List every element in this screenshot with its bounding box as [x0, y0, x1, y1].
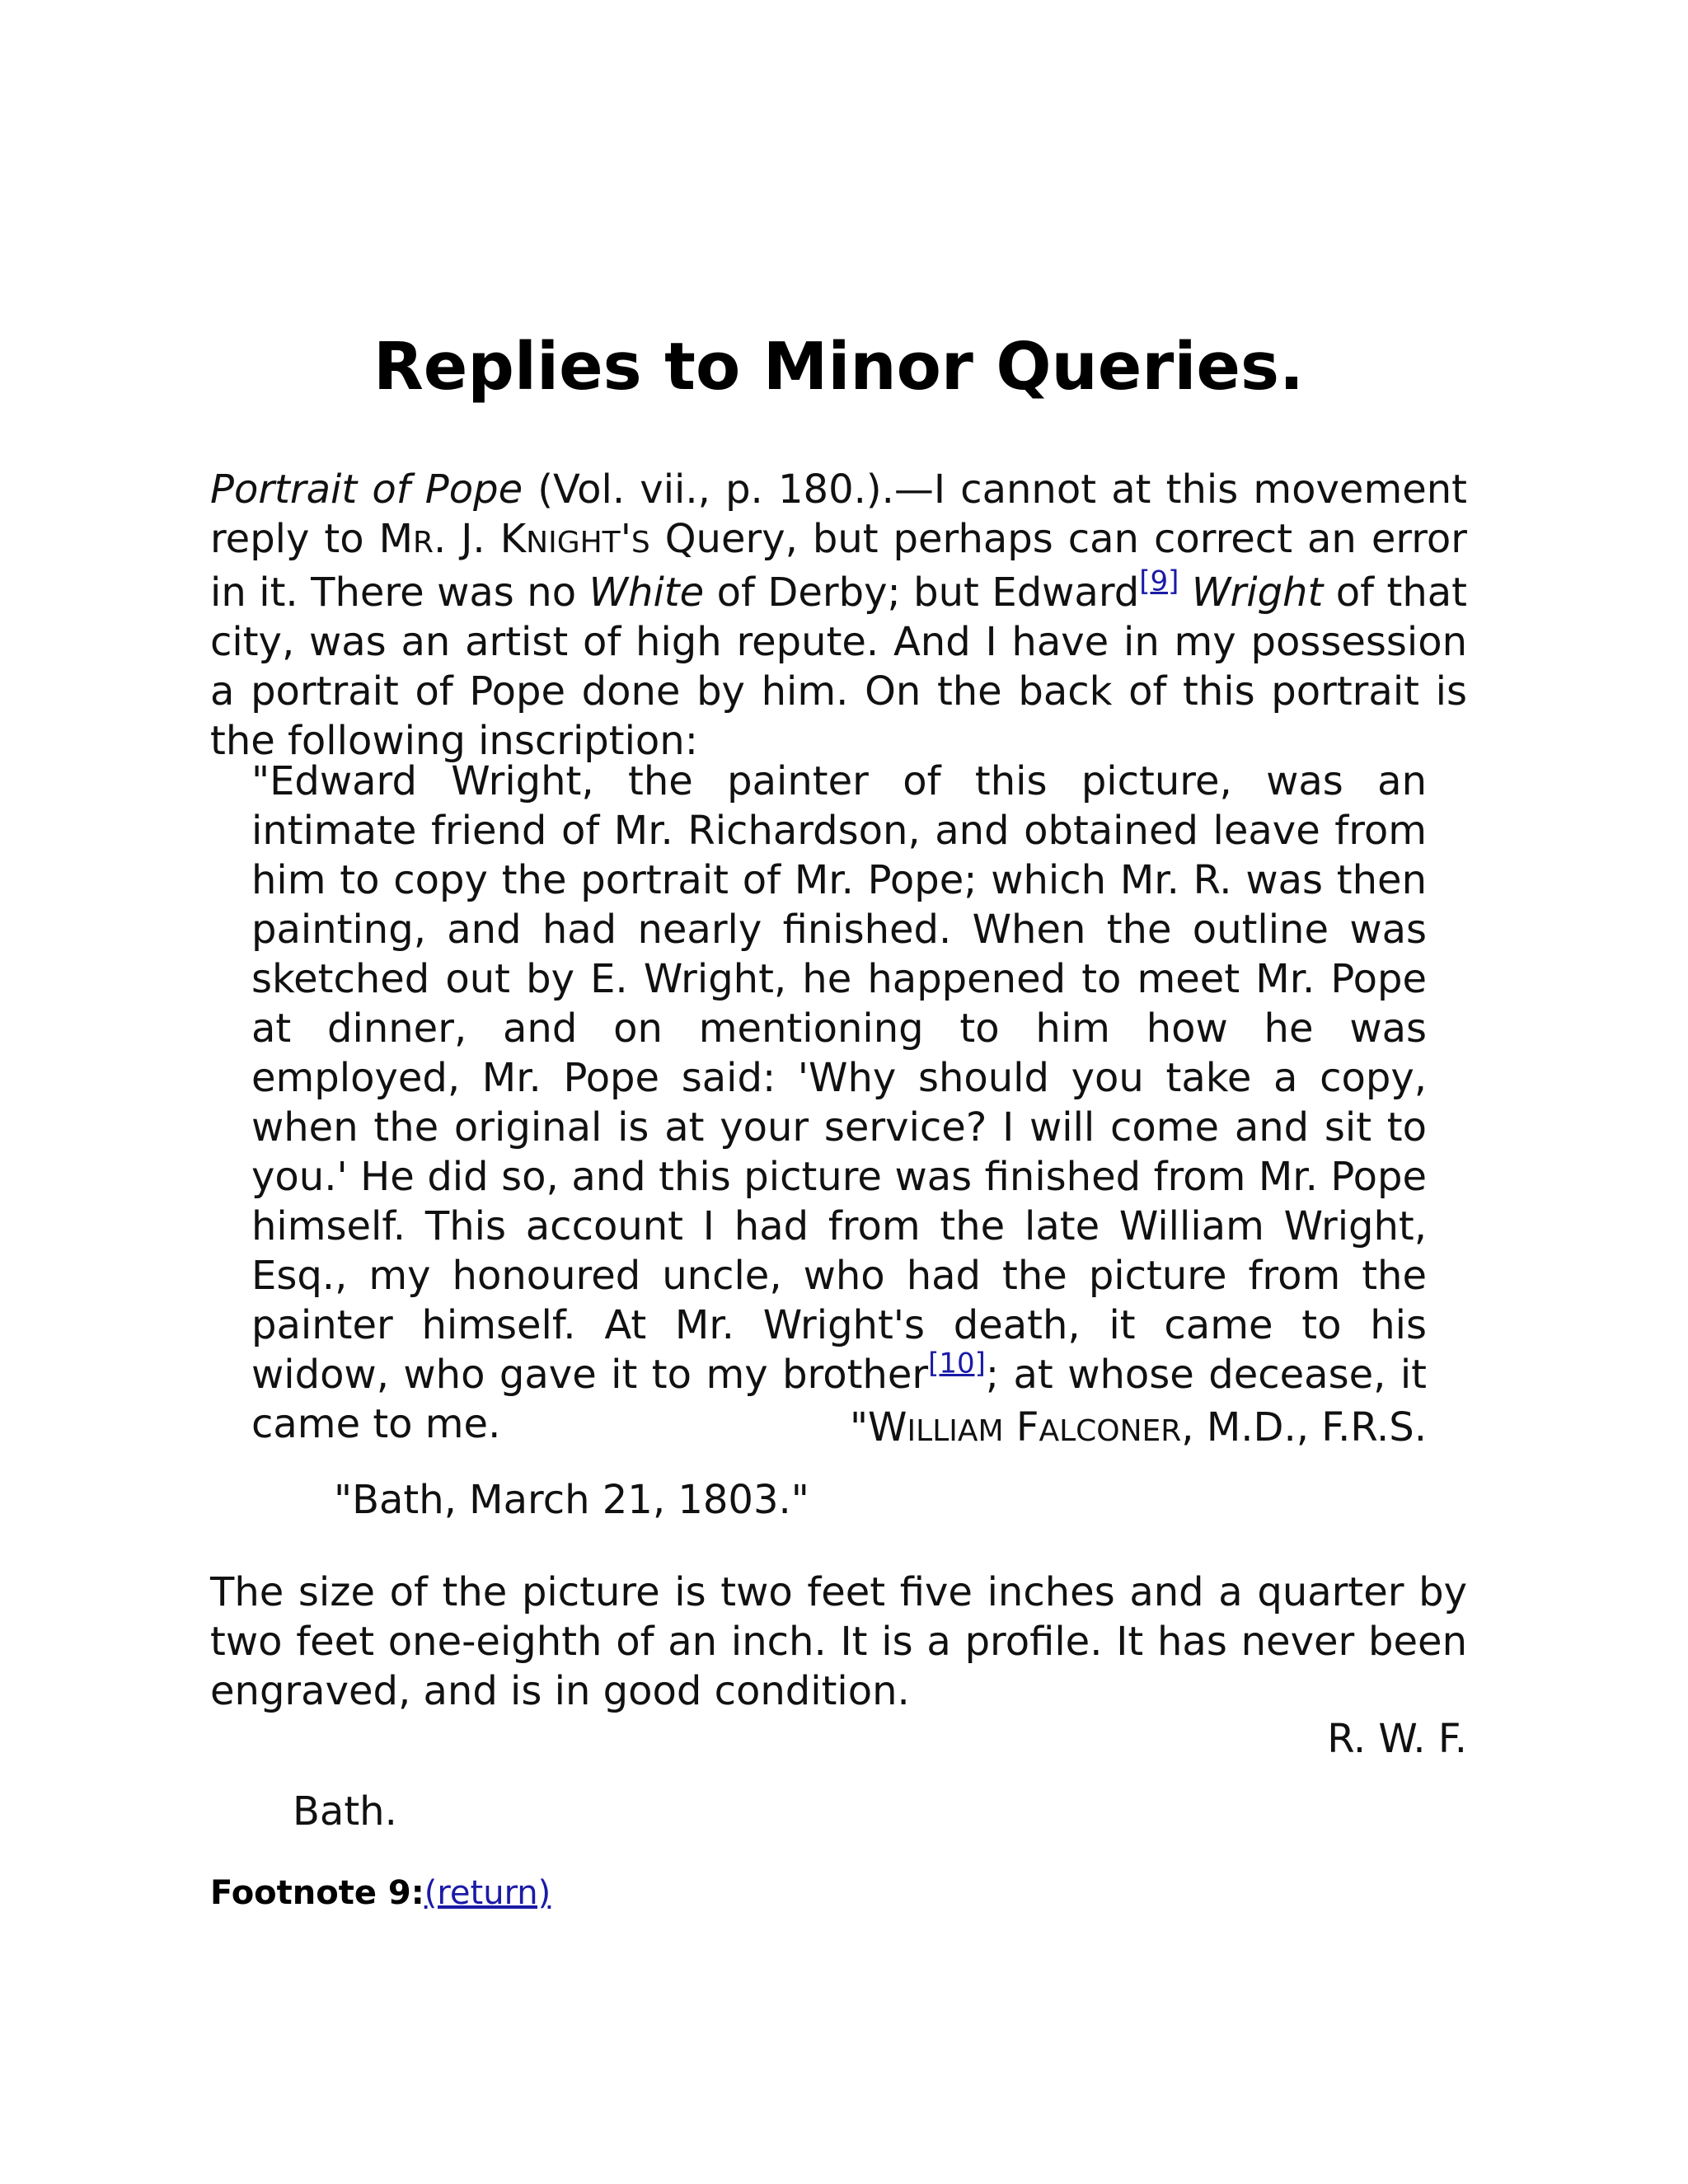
paragraph-portrait-of-pope: Portrait of Pope (Vol. vii., p. 180.).—I cannot at this movement reply to MR. J. KNIGHT'S Query, but perhaps can correct an error in it. There was no White of Derby; but Edward[9] Wright of that city, was an artist of high repute. And I have in my possession a portrait of Pope done by him. On the back of this portrait is the following inscription: — [210, 466, 1468, 764]
footnote-return-link[interactable]: (return) — [424, 1874, 551, 1912]
author-initials: R. W. F. — [1327, 1716, 1467, 1762]
footnote-link-9[interactable]: [9] — [1139, 565, 1179, 598]
paragraph-picture-size: The size of the picture is two feet five inches and a quarter by two feet one-eighth of an inch. It is a profile. It has never been engraved, and is in good condition. — [210, 1569, 1467, 1714]
quote-dateline: "Bath, March 21, 1803." — [334, 1477, 809, 1523]
footnote-label: Footnote 9: — [210, 1874, 424, 1912]
article-title: Portrait of Pope — [210, 466, 523, 513]
footnote-link-10[interactable]: [10] — [928, 1347, 986, 1380]
author-place: Bath. — [293, 1788, 397, 1835]
quote-signature: "WILLIAM FALCONER, M.D., F.R.S. — [849, 1404, 1427, 1451]
footnote-9 — [210, 1872, 551, 1914]
section-heading: Replies to Minor Queries. — [373, 329, 1305, 405]
inscription-quote: "Edward Wright, the painter of this picture, was an intimate friend of Mr. Richardson, and obtained leave from him to copy the portrait of Mr. Pope; which Mr. R. was then painting, and had nearly finished. When the outline was sketched out by E. Wright, he happened to meet Mr. Pope at dinner, and on mentioning to him how he was employed, Mr. Pope said: 'Why should you take a copy, when the original is at your service? I will come and sit to you.' He did so, and this picture was finished from Mr. Pope himself. This account I had from the late William Wright, Esq., my honoured uncle, who had the picture from the painter himself. At Mr. Wright's death, it came to his widow, who gave it to my brother[10]; at whose decease, it came to me. — [251, 758, 1428, 1447]
